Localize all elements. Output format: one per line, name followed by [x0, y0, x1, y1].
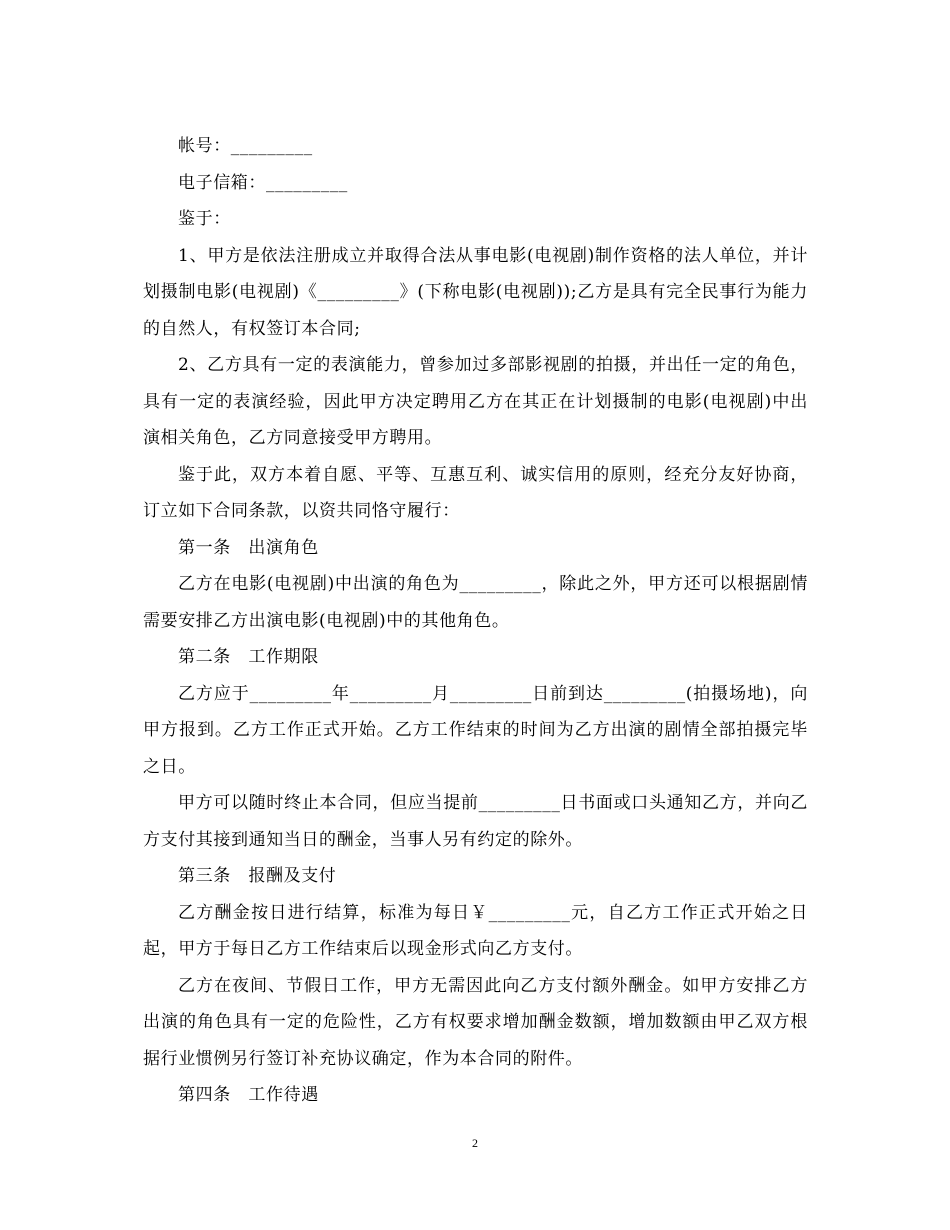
email-line: 电子信箱：_________ — [178, 172, 348, 193]
whereas-heading: 鉴于： — [178, 209, 231, 229]
article-1-heading: 第一条 出演角色 — [178, 537, 319, 558]
article-1-body: 乙方在电影(电视剧)中出演的角色为_________，除此之外，甲方还可以根据剧情需要安排乙方出演电影(电视剧)中的其他角色。 — [143, 574, 808, 631]
agreement-intro: 鉴于此，双方本着自愿、平等、互惠互利、诚实信用的原则，经充分友好协商，订立如下合同条款，以资共同恪守履行： — [143, 464, 808, 521]
article-3-heading: 第三条 报酬及支付 — [178, 866, 337, 886]
article-3-body-1: 乙方酬金按日进行结算，标准为每日￥_________元，自乙方工作正式开始之日起，甲方于每日乙方工作结束后以现金形式向乙方支付。 — [143, 902, 808, 959]
article-2-body-2: 甲方可以随时终止本合同，但应当提前_________日书面或口头通知乙方，并向乙方支付其接到通知当日的酬金，当事人另有约定的除外。 — [143, 793, 808, 850]
account-line: 帐号：_________ — [178, 136, 313, 156]
article-3-body-2: 乙方在夜间、节假日工作，甲方无需因此向乙方支付额外酬金。如甲方安排乙方出演的角色具有一定的危险性，乙方有权要求增加酬金数额，增加数额由甲乙双方根据行业惯例另行签订补充协议确定，作为本合同的附件。 — [143, 975, 808, 1069]
article-2-body-1: 乙方应于_________年_________月_________日前到达_________(拍摄场地)，向甲方报到。乙方工作正式开始。乙方工作结束的时间为乙方出演的剧情全部拍摄完毕之日。 — [143, 683, 808, 777]
page-number: 2 — [472, 1136, 478, 1150]
article-4-heading: 第四条 工作待遇 — [178, 1085, 319, 1105]
whereas-clause-1: 1、甲方是依法注册成立并取得合法从事电影(电视剧)制作资格的法人单位，并计划摄制电影(电视剧)《_________》(下称电影(电视剧));乙方是具有完全民事行为能力的自然人，有权签订本合同; — [143, 245, 808, 339]
article-2-heading: 第二条 工作期限 — [178, 647, 319, 667]
whereas-clause-2: 2、乙方具有一定的表演能力，曾参加过多部影视剧的拍摄，并出任一定的角色，具有一定的表演经验，因此甲方决定聘用乙方在其正在计划摄制的电影(电视剧)中出演相关角色，乙方同意接受甲方聘用。 — [143, 355, 808, 448]
document-body — [143, 128, 808, 1114]
